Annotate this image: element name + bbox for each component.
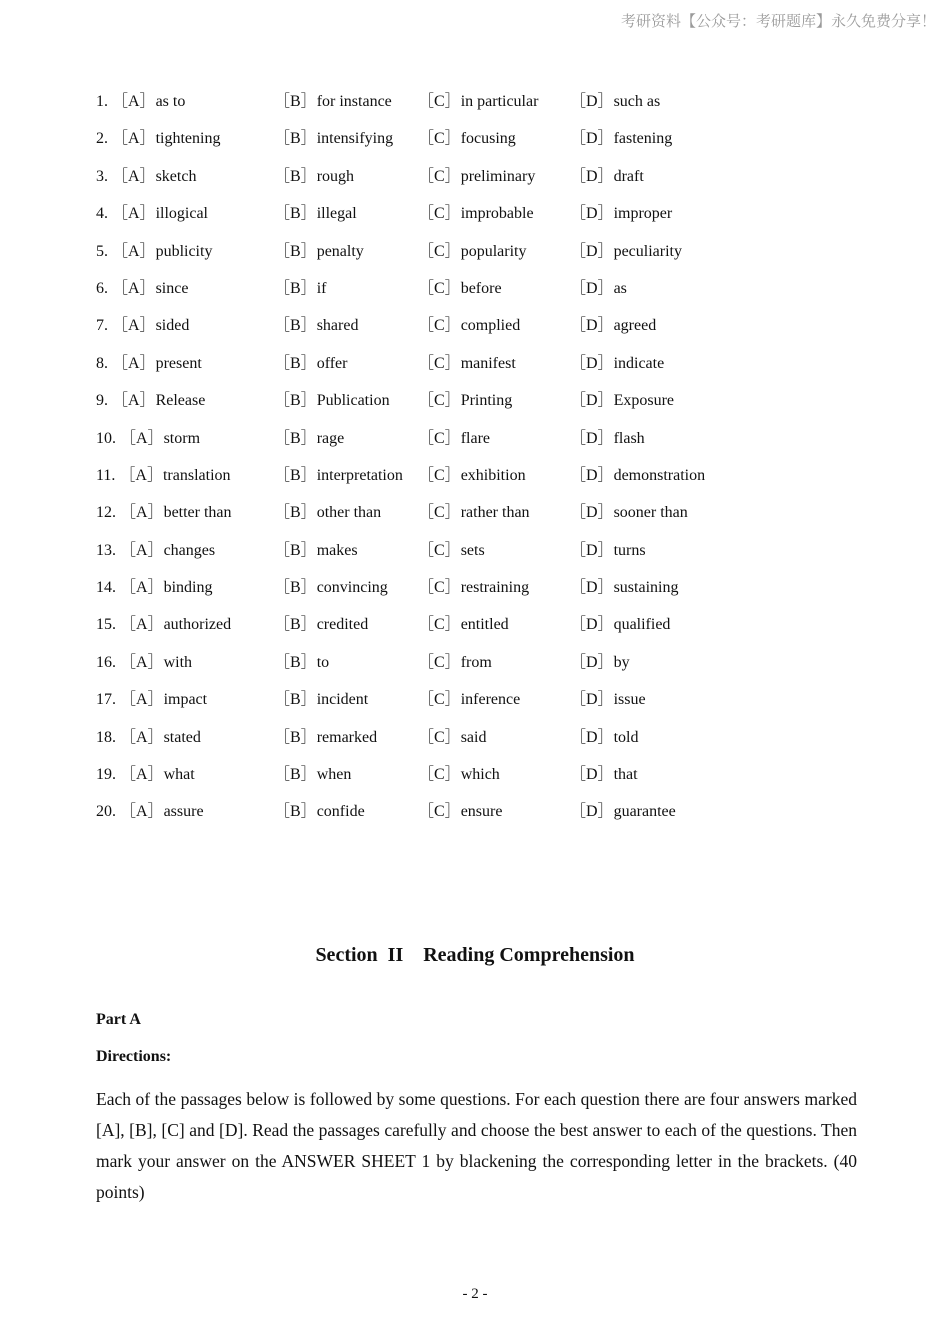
option-letter: ［C］ xyxy=(418,504,461,522)
option-a xyxy=(96,686,207,714)
option-text: shared xyxy=(316,317,359,335)
question-row xyxy=(96,462,856,499)
question-number: 15. xyxy=(96,616,116,634)
question-row xyxy=(96,724,856,761)
option-a xyxy=(96,88,185,116)
option-letter: ［A］ xyxy=(112,392,156,410)
page-number: - 2 - xyxy=(462,1286,488,1302)
option-letter: ［B］ xyxy=(274,691,317,709)
question-row xyxy=(96,686,856,723)
question-row xyxy=(96,238,856,275)
question-number: 18. xyxy=(96,728,116,746)
option-a xyxy=(96,574,212,602)
option-letter: ［C］ xyxy=(418,167,461,185)
option-text: authorized xyxy=(163,616,232,634)
option-a xyxy=(96,761,195,789)
option-b xyxy=(274,350,347,378)
option-text: exhibition xyxy=(460,466,526,484)
option-text: told xyxy=(613,728,639,746)
option-text: other than xyxy=(316,504,382,522)
watermark-text: 考研资料【公众号：考研题库】永久免费分享！ xyxy=(620,12,936,30)
option-text: sooner than xyxy=(613,504,688,522)
option-letter: ［B］ xyxy=(274,803,317,821)
question-number: 10. xyxy=(96,429,116,447)
option-text: rather than xyxy=(460,504,530,522)
option-a xyxy=(96,387,205,415)
option-letter: ［B］ xyxy=(274,728,317,746)
option-text: binding xyxy=(163,579,213,597)
option-letter: ［C］ xyxy=(418,279,461,297)
option-text: publicity xyxy=(155,242,213,260)
question-number: 17. xyxy=(96,691,116,709)
option-d xyxy=(570,499,688,527)
question-number: 11. xyxy=(96,466,116,484)
option-a xyxy=(96,798,204,826)
option-letter: ［A］ xyxy=(120,766,164,784)
option-c xyxy=(418,686,520,714)
question-number: 19. xyxy=(96,766,116,784)
question-row xyxy=(96,387,856,424)
option-text: said xyxy=(460,728,487,746)
option-letter: ［D］ xyxy=(570,429,614,447)
option-text: manifest xyxy=(460,354,516,372)
option-a xyxy=(96,537,215,565)
option-text: if xyxy=(316,279,327,297)
question-number: 14. xyxy=(96,579,116,597)
option-letter: ［D］ xyxy=(570,579,614,597)
option-letter: ［B］ xyxy=(274,93,317,110)
option-letter: ［C］ xyxy=(418,205,461,223)
option-letter: ［C］ xyxy=(418,392,461,410)
option-letter: ［B］ xyxy=(274,653,317,671)
option-text: for instance xyxy=(316,93,392,110)
option-text: Release xyxy=(155,392,206,410)
option-text: sided xyxy=(155,317,190,335)
option-text: which xyxy=(460,766,500,784)
option-a xyxy=(96,425,200,453)
option-text: by xyxy=(613,653,630,671)
question-number: 9. xyxy=(96,392,108,410)
option-letter: ［A］ xyxy=(112,354,156,372)
option-letter: ［D］ xyxy=(570,616,614,634)
option-text: convincing xyxy=(316,579,388,597)
option-c xyxy=(418,163,535,191)
option-a xyxy=(96,238,212,266)
option-d xyxy=(570,686,646,714)
option-d xyxy=(570,350,664,378)
option-letter: ［B］ xyxy=(274,466,317,484)
option-d xyxy=(570,761,638,789)
option-text: fastening xyxy=(613,130,673,148)
option-letter: ［D］ xyxy=(570,691,614,709)
question-number: 8. xyxy=(96,354,108,372)
option-letter: ［C］ xyxy=(418,541,461,559)
option-letter: ［B］ xyxy=(274,317,317,335)
question-row xyxy=(96,798,856,835)
option-letter: ［B］ xyxy=(274,766,317,784)
option-b xyxy=(274,649,329,677)
option-letter: ［A］ xyxy=(112,93,156,110)
option-text: guarantee xyxy=(613,803,676,821)
question-number: 16. xyxy=(96,653,116,671)
option-letter: ［D］ xyxy=(570,803,614,821)
option-b xyxy=(274,125,393,153)
option-c xyxy=(418,350,516,378)
option-b xyxy=(274,88,392,116)
question-number: 7. xyxy=(96,317,108,335)
question-number: 20. xyxy=(96,803,116,821)
option-letter: ［A］ xyxy=(112,242,156,260)
option-b xyxy=(274,238,364,266)
option-letter: ［D］ xyxy=(570,167,614,185)
option-text: agreed xyxy=(613,317,657,335)
option-letter: ［C］ xyxy=(418,466,461,484)
option-text: what xyxy=(163,766,195,784)
option-a xyxy=(96,611,231,639)
option-letter: ［A］ xyxy=(120,616,164,634)
question-row xyxy=(96,275,856,312)
option-text: illegal xyxy=(316,205,357,223)
option-d xyxy=(570,724,638,752)
option-letter: ［D］ xyxy=(570,766,614,784)
option-b xyxy=(274,761,351,789)
option-b xyxy=(274,163,354,191)
option-text: entitled xyxy=(460,616,509,634)
option-b xyxy=(274,312,358,340)
option-letter: ［A］ xyxy=(119,466,163,484)
question-number: 4. xyxy=(96,205,108,223)
question-row xyxy=(96,163,856,200)
option-b xyxy=(274,425,344,453)
option-a xyxy=(96,125,220,153)
option-text: impact xyxy=(163,691,208,709)
option-text: sketch xyxy=(155,167,197,185)
option-letter: ［C］ xyxy=(418,130,461,148)
option-letter: ［B］ xyxy=(274,167,317,185)
option-text: confide xyxy=(316,803,365,821)
option-c xyxy=(418,462,526,490)
option-text: flare xyxy=(460,429,490,447)
option-b xyxy=(274,611,368,639)
option-text: improbable xyxy=(460,205,534,223)
option-text: sets xyxy=(460,541,485,559)
option-letter: ［D］ xyxy=(570,317,614,335)
option-a xyxy=(96,312,189,340)
option-text: ensure xyxy=(460,803,503,821)
directions-label: Directions: xyxy=(96,1048,172,1065)
option-letter: ［D］ xyxy=(570,728,614,746)
option-letter: ［B］ xyxy=(274,616,317,634)
option-text: storm xyxy=(163,429,201,447)
option-letter: ［C］ xyxy=(418,354,461,372)
option-letter: ［A］ xyxy=(112,167,156,185)
option-text: that xyxy=(613,766,638,784)
option-a xyxy=(96,649,192,677)
option-text: since xyxy=(155,279,189,297)
option-letter: ［A］ xyxy=(120,728,164,746)
option-letter: ［C］ xyxy=(418,653,461,671)
option-b xyxy=(274,686,368,714)
question-row xyxy=(96,200,856,237)
cloze-options-list xyxy=(96,88,856,836)
option-letter: ［C］ xyxy=(418,429,461,447)
option-d xyxy=(570,462,705,490)
option-d xyxy=(570,387,674,415)
option-c xyxy=(418,649,492,677)
option-text: demonstration xyxy=(613,466,706,484)
option-a xyxy=(96,499,232,527)
option-letter: ［C］ xyxy=(418,803,461,821)
option-letter: ［C］ xyxy=(418,691,461,709)
option-text: translation xyxy=(162,466,231,484)
option-text: tightening xyxy=(155,130,221,148)
option-letter: ［A］ xyxy=(120,653,164,671)
option-d xyxy=(570,275,627,303)
option-letter: ［A］ xyxy=(120,504,164,522)
option-c xyxy=(418,425,490,453)
option-b xyxy=(274,200,357,228)
option-text: intensifying xyxy=(316,130,394,148)
option-letter: ［D］ xyxy=(570,541,614,559)
option-letter: ［D］ xyxy=(570,392,614,410)
option-c xyxy=(418,611,509,639)
option-letter: ［A］ xyxy=(112,130,156,148)
option-a xyxy=(96,724,201,752)
question-number: 13. xyxy=(96,541,116,559)
option-letter: ［B］ xyxy=(274,504,317,522)
option-letter: ［B］ xyxy=(274,279,317,297)
option-d xyxy=(570,798,676,826)
option-text: makes xyxy=(316,541,358,559)
option-letter: ［D］ xyxy=(570,653,614,671)
option-letter: ［B］ xyxy=(274,205,317,223)
option-text: stated xyxy=(163,728,201,746)
option-letter: ［D］ xyxy=(570,93,614,110)
option-c xyxy=(418,574,529,602)
option-letter: ［C］ xyxy=(418,317,461,335)
option-text: Publication xyxy=(316,392,390,410)
option-text: restraining xyxy=(460,579,530,597)
option-a xyxy=(96,275,188,303)
question-number: 12. xyxy=(96,504,116,522)
option-text: incident xyxy=(316,691,369,709)
option-c xyxy=(418,200,534,228)
section-title: Section II Reading Comprehension xyxy=(315,944,635,966)
option-letter: ［B］ xyxy=(274,392,317,410)
part-label: Part A xyxy=(96,1011,141,1028)
question-number: 6. xyxy=(96,279,108,297)
option-d xyxy=(570,88,660,116)
option-d xyxy=(570,312,656,340)
option-text: preliminary xyxy=(460,167,536,185)
option-a xyxy=(96,200,208,228)
option-text: to xyxy=(316,653,330,671)
option-letter: ［C］ xyxy=(418,616,461,634)
option-letter: ［A］ xyxy=(112,317,156,335)
option-c xyxy=(418,537,485,565)
option-letter: ［B］ xyxy=(274,541,317,559)
option-b xyxy=(274,387,390,415)
option-letter: ［A］ xyxy=(112,279,156,297)
option-a xyxy=(96,462,231,490)
option-d xyxy=(570,537,646,565)
option-letter: ［D］ xyxy=(570,205,614,223)
option-b xyxy=(274,275,326,303)
option-letter: ［A］ xyxy=(120,429,164,447)
option-text: qualified xyxy=(613,616,671,634)
option-letter: ［C］ xyxy=(418,579,461,597)
option-letter: ［D］ xyxy=(570,130,614,148)
option-text: with xyxy=(163,653,193,671)
option-letter: ［A］ xyxy=(112,205,156,223)
option-d xyxy=(570,574,678,602)
option-text: credited xyxy=(316,616,369,634)
option-c xyxy=(418,724,486,752)
option-text: inference xyxy=(460,691,521,709)
option-c xyxy=(418,275,502,303)
option-letter: ［A］ xyxy=(120,803,164,821)
option-a xyxy=(96,350,202,378)
option-c xyxy=(418,238,526,266)
question-number: 5. xyxy=(96,242,108,260)
option-text: present xyxy=(155,354,202,372)
option-d xyxy=(570,611,670,639)
question-row xyxy=(96,649,856,686)
option-text: penalty xyxy=(316,242,364,260)
option-b xyxy=(274,574,388,602)
question-row xyxy=(96,537,856,574)
option-text: sustaining xyxy=(613,579,679,597)
question-row xyxy=(96,312,856,349)
option-letter: ［D］ xyxy=(570,504,614,522)
question-row xyxy=(96,499,856,536)
option-text: when xyxy=(316,766,352,784)
option-text: draft xyxy=(613,167,644,185)
option-text: offer xyxy=(316,354,348,372)
option-text: illogical xyxy=(155,205,208,223)
option-c xyxy=(418,125,516,153)
option-letter: ［C］ xyxy=(418,242,461,260)
option-letter: ［D］ xyxy=(570,466,614,484)
option-d xyxy=(570,200,672,228)
question-number: 3. xyxy=(96,167,108,185)
option-c xyxy=(418,312,520,340)
option-letter: ［A］ xyxy=(120,579,164,597)
option-text: turns xyxy=(613,541,646,559)
question-row xyxy=(96,88,856,125)
option-text: before xyxy=(460,279,502,297)
option-d xyxy=(570,238,682,266)
option-letter: ［D］ xyxy=(570,354,614,372)
option-letter: ［C］ xyxy=(418,93,461,110)
option-text: better than xyxy=(163,504,232,522)
option-letter: ［C］ xyxy=(418,766,461,784)
option-text: indicate xyxy=(613,354,665,372)
option-letter: ［B］ xyxy=(274,354,317,372)
option-c xyxy=(418,387,512,415)
option-text: peculiarity xyxy=(613,242,682,260)
option-text: improper xyxy=(613,205,673,223)
question-row xyxy=(96,125,856,162)
question-row xyxy=(96,611,856,648)
question-row xyxy=(96,761,856,798)
option-letter: ［A］ xyxy=(120,541,164,559)
option-text: interpretation xyxy=(316,466,403,484)
option-b xyxy=(274,537,358,565)
option-text: flash xyxy=(613,429,645,447)
option-c xyxy=(418,761,500,789)
option-text: changes xyxy=(163,541,216,559)
option-d xyxy=(570,425,645,453)
option-letter: ［C］ xyxy=(418,728,461,746)
option-text: as xyxy=(613,279,627,297)
option-text: focusing xyxy=(460,130,516,148)
option-c xyxy=(418,798,502,826)
option-text: complied xyxy=(460,317,521,335)
option-text: such as xyxy=(613,93,661,110)
option-letter: ［A］ xyxy=(120,691,164,709)
question-number: 1. xyxy=(96,93,108,110)
option-text: in particular xyxy=(460,93,539,110)
option-text: as to xyxy=(155,93,186,110)
option-text: rough xyxy=(316,167,355,185)
option-letter: ［B］ xyxy=(274,429,317,447)
option-text: issue xyxy=(613,691,646,709)
option-letter: ［D］ xyxy=(570,279,614,297)
option-letter: ［B］ xyxy=(274,579,317,597)
option-text: assure xyxy=(163,803,204,821)
option-text: from xyxy=(460,653,492,671)
option-text: remarked xyxy=(316,728,378,746)
option-text: Exposure xyxy=(613,392,674,410)
question-row xyxy=(96,574,856,611)
option-text: rage xyxy=(316,429,345,447)
option-a xyxy=(96,163,196,191)
question-number: 2. xyxy=(96,130,108,148)
option-c xyxy=(418,499,530,527)
option-d xyxy=(570,125,672,153)
option-letter: ［D］ xyxy=(570,242,614,260)
option-b xyxy=(274,798,365,826)
option-text: popularity xyxy=(460,242,527,260)
option-d xyxy=(570,649,630,677)
option-b xyxy=(274,499,381,527)
option-c xyxy=(418,88,538,116)
option-b xyxy=(274,462,403,490)
directions-text: Each of the passages below is followed by some questions. For each question there are four answers marked [A], [B], [C] and [D]. Read the passages carefully and choose the best answer to each of the questions. Then mark your answer on the ANSWER SHEET 1 by blackening the corresponding letter in the brackets. (40 points) xyxy=(96,1089,857,1202)
question-row xyxy=(96,425,856,462)
question-row xyxy=(96,350,856,387)
option-b xyxy=(274,724,377,752)
option-letter: ［B］ xyxy=(274,242,317,260)
option-letter: ［B］ xyxy=(274,130,317,148)
option-d xyxy=(570,163,644,191)
option-text: Printing xyxy=(460,392,513,410)
